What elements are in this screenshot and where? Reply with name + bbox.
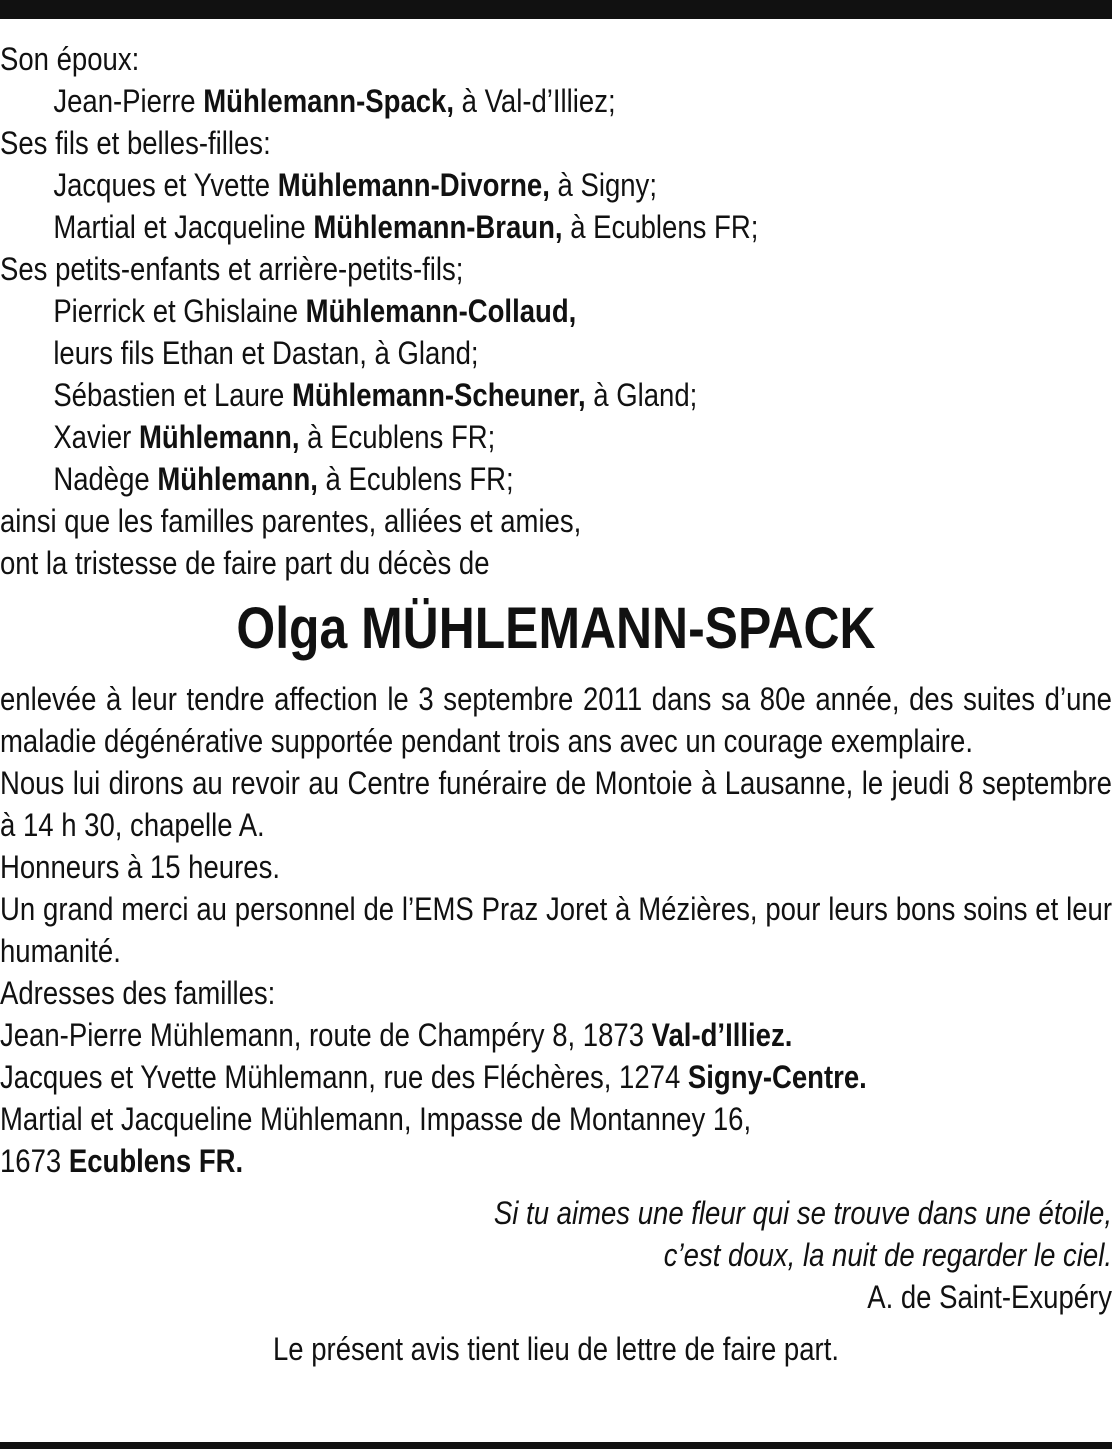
address-town: Val-d’Illiez.	[651, 1017, 793, 1053]
family-entry: Nadège Mühlemann, à Ecublens FR;	[53, 461, 514, 497]
address-town: Signy-Centre.	[687, 1059, 867, 1095]
body-paragraph: Un grand merci au personnel de l’EMS Praz Joret à Mézières, pour leurs bons soins et leur humanité.	[0, 891, 1112, 969]
quote-author: A. de Saint-Exupéry	[867, 1279, 1112, 1315]
footer-note: Le présent avis tient lieu de lettre de faire part.	[272, 1331, 839, 1367]
grandchildren-heading: Ses petits-enfants et arrière-petits-fils;	[0, 251, 464, 287]
surname: Mühlemann-Braun,	[313, 209, 563, 245]
body-paragraph: enlevée à leur tendre affection le 3 septembre 2011 dans sa 80e année, des suites d’une maladie dégénérative supportée pendant trois ans avec un courage exemplaire.	[0, 681, 1112, 759]
spouse-heading: Son époux:	[0, 41, 140, 77]
closing-line: ainsi que les familles parentes, alliées et amies,	[0, 503, 582, 539]
family-entry: Jacques et Yvette Mühlemann-Divorne, à Signy;	[53, 167, 657, 203]
surname: Mühlemann,	[157, 461, 318, 497]
family-entry: leurs fils Ethan et Dastan, à Gland;	[53, 335, 479, 371]
body-paragraph: Nous lui dirons au revoir au Centre funéraire de Montoie à Lausanne, le jeudi 8 septembre à 14 h 30, chapelle A.	[0, 765, 1112, 843]
deceased-name: Olga MÜHLEMANN-SPACK	[236, 596, 876, 661]
body-paragraph: Honneurs à 15 heures.	[0, 849, 280, 885]
family-entry: Martial et Jacqueline Mühlemann-Braun, à Ecublens FR;	[53, 209, 759, 245]
quote-line: Si tu aimes une fleur qui se trouve dans une étoile,	[493, 1195, 1112, 1231]
address-line: Martial et Jacqueline Mühlemann, Impasse de Montanney 16,	[0, 1101, 752, 1137]
spouse-entry: Jean-Pierre Mühlemann-Spack, à Val-d’Illiez;	[53, 83, 616, 119]
sons-heading: Ses fils et belles-filles:	[0, 125, 271, 161]
addresses-heading: Adresses des familles:	[0, 975, 276, 1011]
address-line: 1673 Ecublens FR.	[0, 1143, 244, 1179]
address-line: Jean-Pierre Mühlemann, route de Champéry 8, 1873 Val-d’Illiez.	[0, 1017, 793, 1053]
family-entry: Pierrick et Ghislaine Mühlemann-Collaud,	[53, 293, 577, 329]
closing-line: ont la tristesse de faire part du décès de	[0, 545, 490, 581]
obituary-notice	[0, 38, 1112, 1370]
surname: Mühlemann-Collaud,	[305, 293, 577, 329]
surname: Mühlemann-Spack,	[203, 83, 454, 119]
top-rule	[0, 0, 1112, 19]
surname: Mühlemann,	[138, 419, 300, 455]
family-entry: Xavier Mühlemann, à Ecublens FR;	[53, 419, 496, 455]
bottom-rule	[0, 1442, 1112, 1449]
family-entry: Sébastien et Laure Mühlemann-Scheuner, à Gland;	[53, 377, 698, 413]
surname: Mühlemann-Scheuner,	[291, 377, 586, 413]
address-line: Jacques et Yvette Mühlemann, rue des Fléchères, 1274 Signy-Centre.	[0, 1059, 867, 1095]
surname: Mühlemann-Divorne,	[277, 167, 550, 203]
quote-line: c’est doux, la nuit de regarder le ciel.	[663, 1237, 1112, 1273]
address-town: Ecublens FR.	[68, 1143, 244, 1179]
